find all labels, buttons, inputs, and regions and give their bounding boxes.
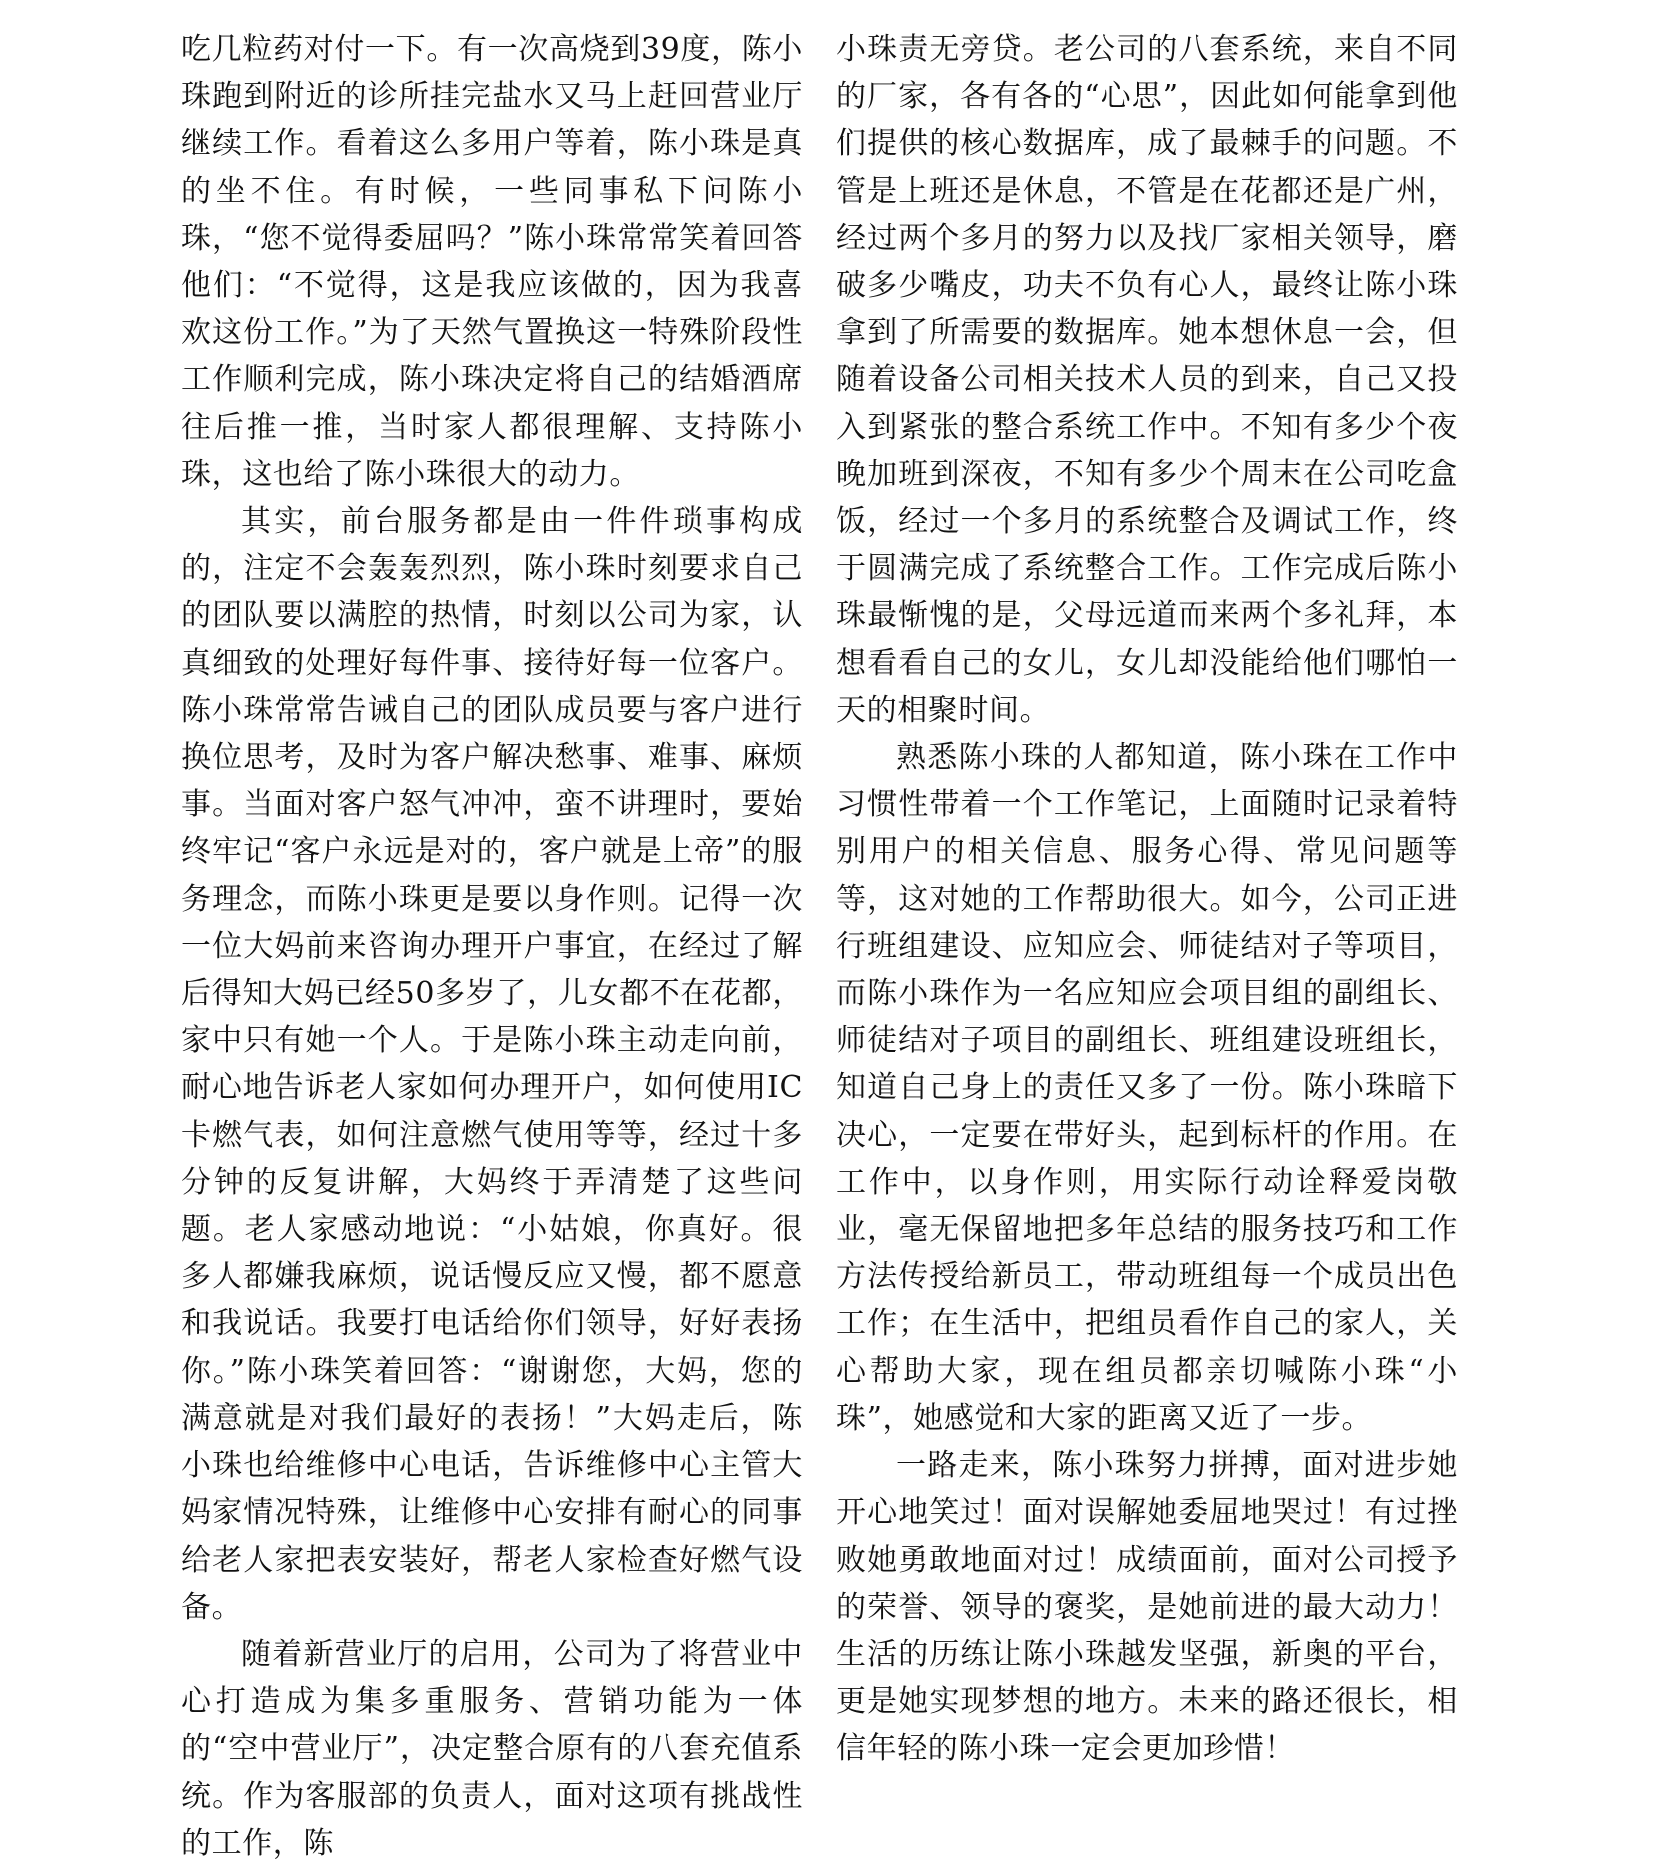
left-text-column: [181, 26, 803, 1867]
paragraph: 其实，前台服务都是由一件件琐事构成的，注定不会轰轰烈烈，陈小珠时刻要求自己的团队要以满腔的热情，时刻以公司为家，认真细致的处理好每件事、接待好每一位客户。陈小珠常常告诫自己的团队成员要与客户进行换位思考，及时为客户解决愁事、难事、麻烦事。当面对客户怒气冲冲，蛮不讲理时，要始终牢记“客户永远是对的，客户就是上帝”的服务理念，而陈小珠更是要以身作则。记得一次一位大妈前来咨询办理开户事宜，在经过了解后得知大妈已经50多岁了，儿女都不在花都，家中只有她一个人。于是陈小珠主动走向前，耐心地告诉老人家如何办理开户，如何使用IC卡燃气表，如何注意燃气使用等等，经过十多分钟的反复讲解，大妈终于弄清楚了这些问题。老人家感动地说：“小姑娘，你真好。很多人都嫌我麻烦，说话慢反应又慢，都不愿意和我说话。我要打电话给你们领导，好好表扬你。”陈小珠笑着回答：“谢谢您，大妈，您的满意就是对我们最好的表扬！”大妈走后，陈小珠也给维修中心电话，告诉维修中心主管大妈家情况特殊，让维修中心安排有耐心的同事给老人家把表安装好，帮老人家检查好燃气设备。: [181, 504, 803, 1625]
paragraph-continuation: 小珠责无旁贷。老公司的八套系统，来自不同的厂家，各有各的“心思”，因此如何能拿到他们提供的核心数据库，成了最棘手的问题。不管是上班还是休息，不管是在花都还是广州，经过两个多月的努力以及找厂家相关领导，磨破多少嘴皮，功夫不负有心人，最终让陈小珠拿到了所需要的数据库。她本想休息一会，但随着设备公司相关技术人员的到来，自己又投入到紧张的整合系统工作中。不知有多少个夜晚加班到深夜，不知有多少个周末在公司吃盒饭，经过一个多月的系统整合及调试工作，终于圆满完成了系统整合工作。工作完成后陈小珠最惭愧的是，父母远道而来两个多礼拜，本想看看自己的女儿，女儿却没能给他们哪怕一天的相聚时间。: [836, 32, 1458, 728]
right-text-column: [836, 26, 1458, 1773]
paragraph: 熟悉陈小珠的人都知道，陈小珠在工作中习惯性带着一个工作笔记，上面随时记录着特别用户的相关信息、服务心得、常见问题等等，这对她的工作帮助很大。如今，公司正进行班组建设、应知应会、师徒结对子等项目，而陈小珠作为一名应知应会项目组的副组长、师徒结对子项目的副组长、班组建设班组长，知道自己身上的责任又多了一份。陈小珠暗下决心，一定要在带好头，起到标杆的作用。在工作中，以身作则，用实际行动诠释爱岗敬业，毫无保留地把多年总结的服务技巧和工作方法传授给新员工，带动班组每一个成员出色工作；在生活中，把组员看作自己的家人，关心帮助大家，现在组员都亲切喊陈小珠“小珠”，她感觉和大家的距离又近了一步。: [836, 740, 1458, 1436]
paragraph-continuation: 吃几粒药对付一下。有一次高烧到39度，陈小珠跑到附近的诊所挂完盐水又马上赶回营业厅继续工作。看着这么多用户等着，陈小珠是真的坐不住。有时候，一些同事私下问陈小珠，“您不觉得委屈吗？”陈小珠常常笑着回答他们：“不觉得，这是我应该做的，因为我喜欢这份工作。”为了天然气置换这一特殊阶段性工作顺利完成，陈小珠决定将自己的结婚酒席往后推一推，当时家人都很理解、支持陈小珠，这也给了陈小珠很大的动力。: [181, 32, 803, 492]
paragraph: 一路走来，陈小珠努力拼搏，面对进步她开心地笑过！面对误解她委屈地哭过！有过挫败她勇敢地面对过！成绩面前，面对公司授予的荣誉、领导的褒奖，是她前进的最大动力！生活的历练让陈小珠越发坚强，新奥的平台，更是她实现梦想的地方。未来的路还很长，相信年轻的陈小珠一定会更加珍惜！: [836, 1448, 1458, 1767]
paragraph: 随着新营业厅的启用，公司为了将营业中心打造成为集多重服务、营销功能为一体的“空中营业厅”，决定整合原有的八套充值系统。作为客服部的负责人，面对这项有挑战性的工作，陈: [181, 1636, 803, 1861]
